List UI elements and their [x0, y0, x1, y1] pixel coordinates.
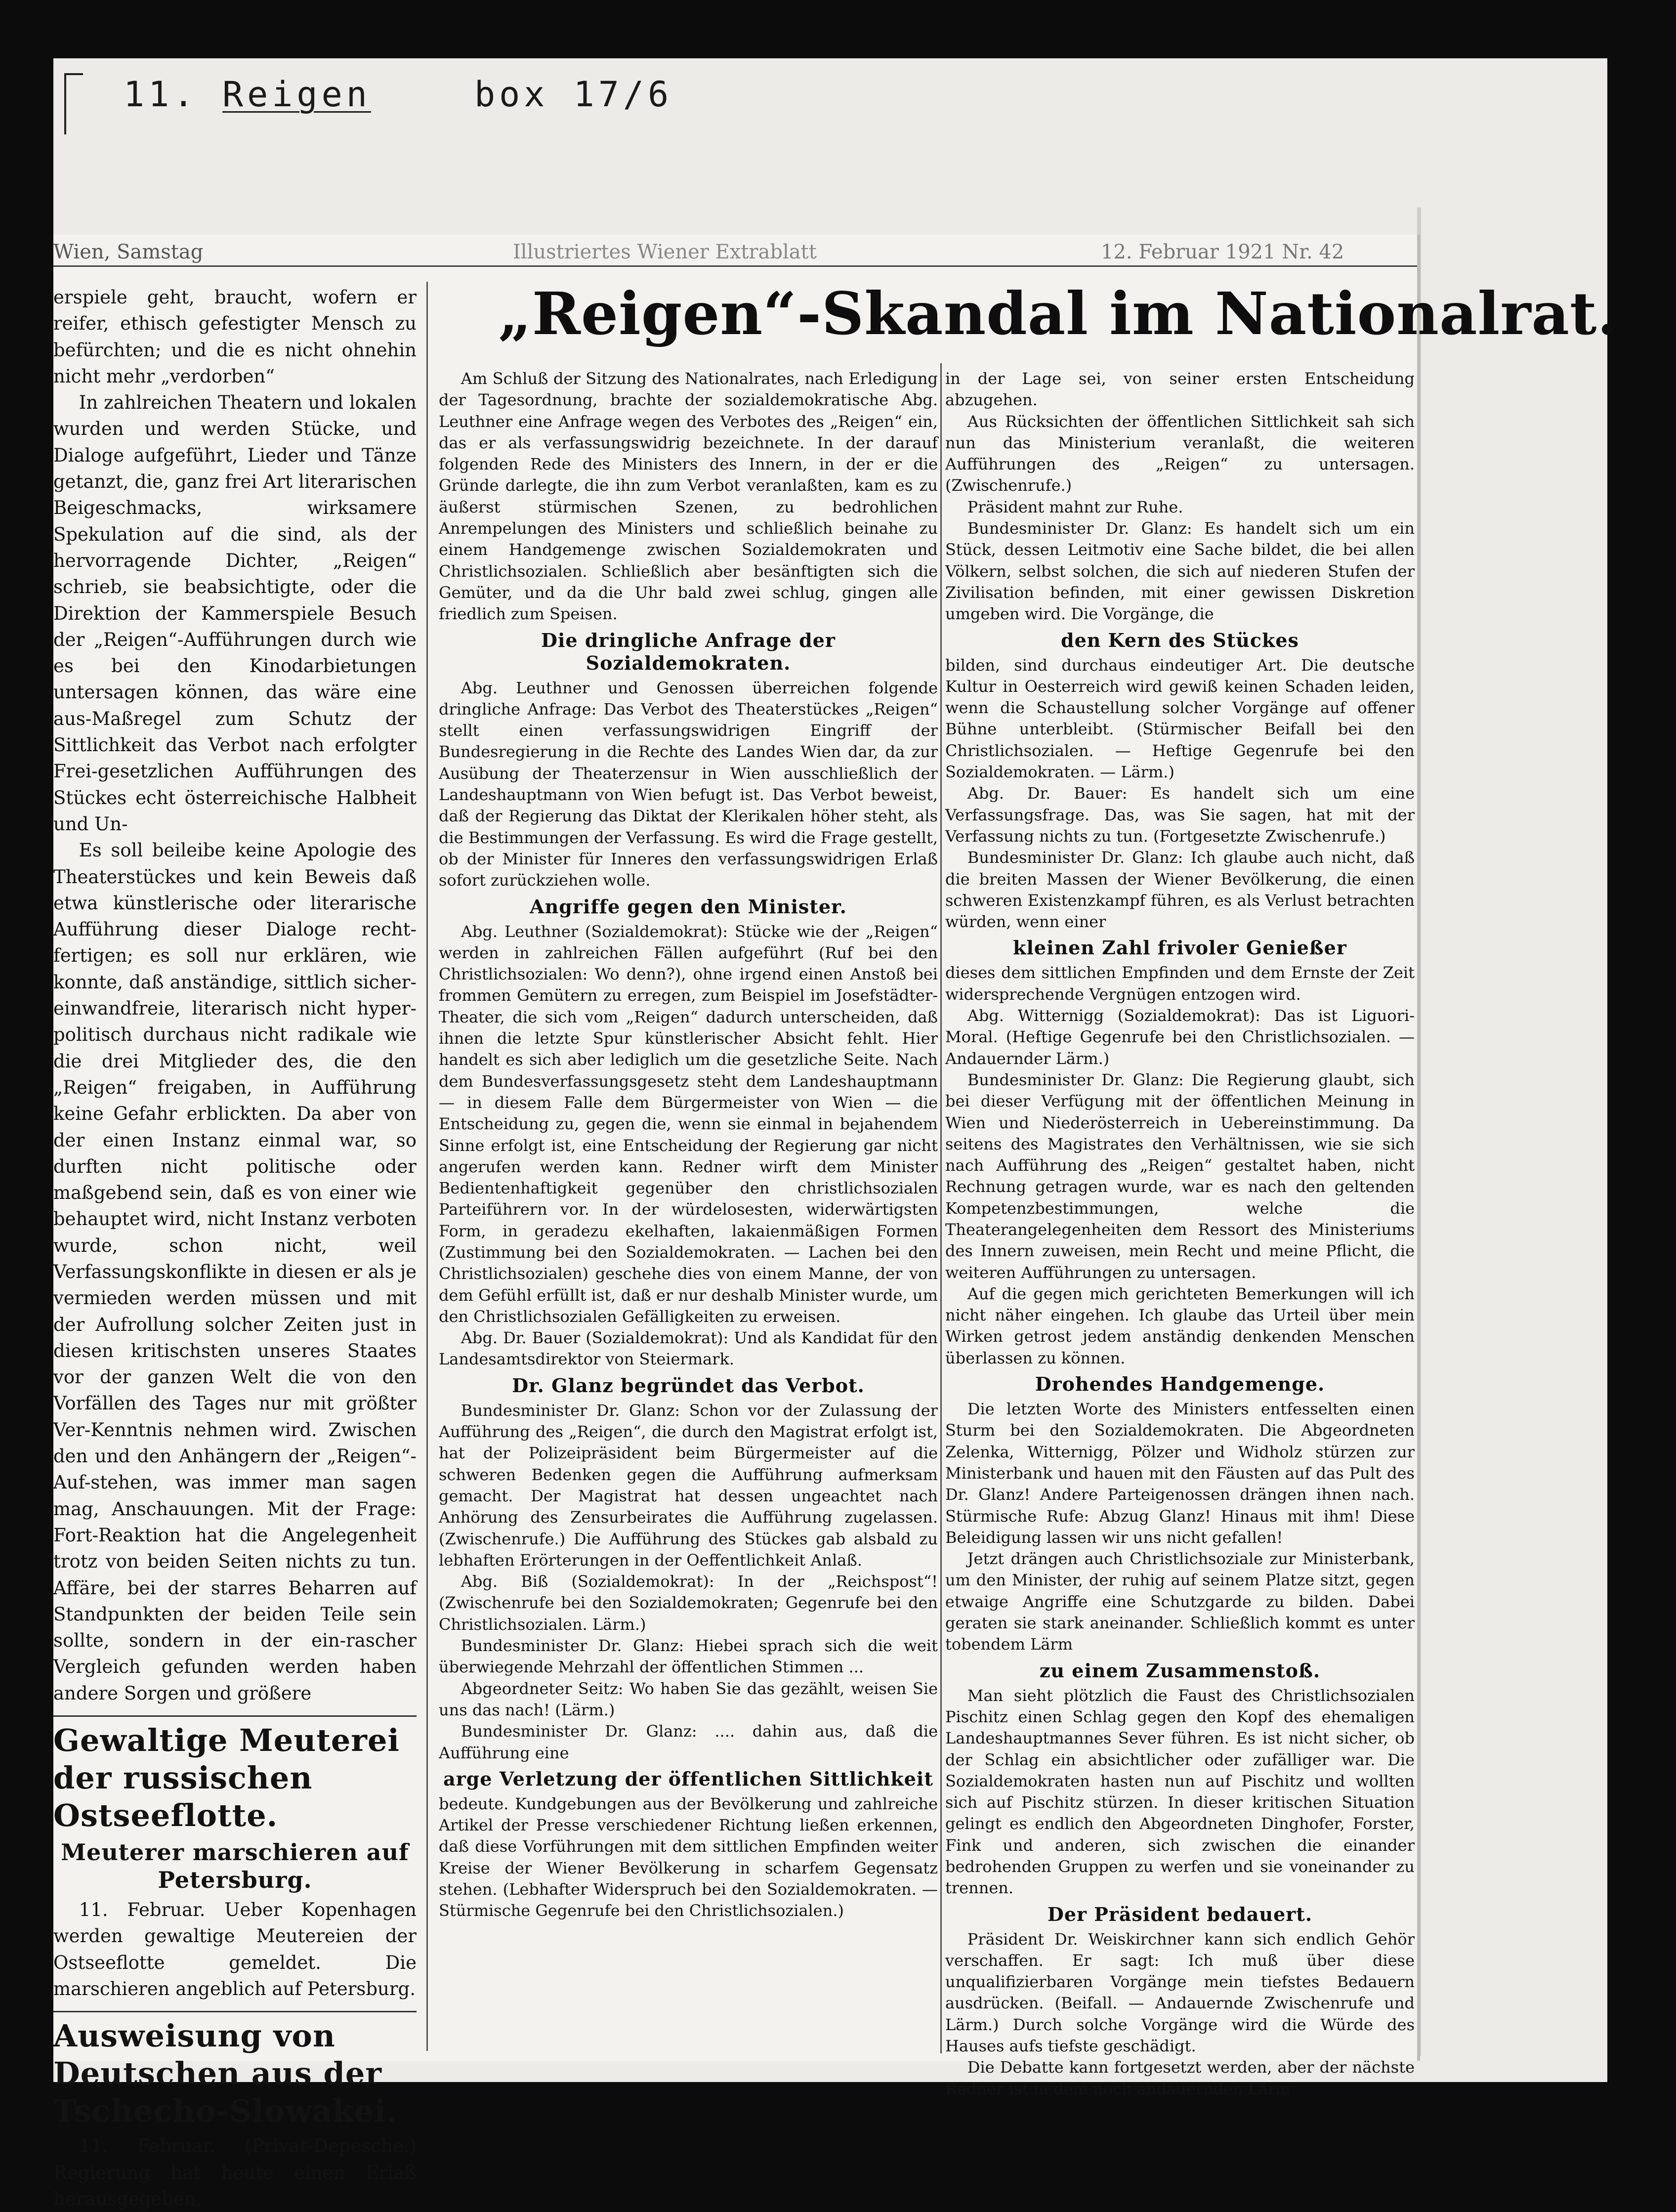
masthead-rule — [53, 265, 1417, 267]
right-paragraph: Bundesminister Dr. Glanz: Es handelt sich um ein Stück, dessen Leitmotiv eine Sache bildet, die bei allen Völkern, selbst solchen, die sich auf niederen Stufen der Zivilisation befinden, mit einer gewissen Diskretion umgeben wird. Die Vorgänge, die — [945, 519, 1415, 624]
mid-paragraph: Abg. Dr. Bauer (Sozialdemokrat): Und als Kandidat für den Landesamtsdirektor von Steiermark. — [439, 1328, 938, 1369]
right-paragraph: Abg. Witternigg (Sozialdemokrat): Das ist Liguori-Moral. (Heftige Gegenrufe bei den Christlichsozialen. — Andauernder Lärm.) — [945, 1006, 1415, 1068]
story3-text: 11. Februar. (Privat-Depesche.) Regierung hat heute einen Erlaß herausgegeben, — [53, 2135, 417, 2210]
right-paragraph: Präsident mahnt zur Ruhe. — [967, 497, 1183, 516]
story3-headline: Ausweisung von Deutschen aus der Tschecho-Slowakei. — [53, 2018, 398, 2129]
masthead-right: 12. Februar 1921 Nr. 42 — [1101, 241, 1344, 263]
mid-paragraph: Bundesminister Dr. Glanz: Hiebei sprach sich die weit überwiegende Mehrzahl der öffentlichen Stimmen ... — [439, 1636, 938, 1677]
right-subhead: Drohendes Handgemenge. — [1035, 1373, 1325, 1396]
story2-subhead: Meuterer marschieren auf Petersburg. — [61, 1839, 409, 1894]
right-column — [945, 368, 1415, 2098]
mid-subhead: arge Verletzung der öffentlichen Sittlichkeit — [443, 1767, 933, 1790]
mid-paragraph: Abgeordneter Seitz: Wo haben Sie das gezählt, weisen Sie uns das nach! (Lärm.) — [439, 1679, 938, 1719]
left-paragraph: Es soll beileibe keine Apologie des Theaterstückes und kein Beweis daß etwa künstlerische oder literarische Aufführung dieser Dialoge recht-fertigen; es soll nur erklären, wie konnte, daß anständige, sittlich sicher-einwandfreie, literarisch nicht hyper-politisch durchaus nicht radikale wie die drei Mitglieder des, die den „Reigen“ freigaben, in Aufführung keine Gefahr erblickten. Da aber von der einen Instanz einmal war, so durften nicht politische oder maßgebend sein, daß es von einer wie behauptet wird, nicht Instanz verboten wurde, schon nicht, weil Verfassungskonflikte in diesen er als je vermieden werden müssen und mit der Aufrollung solcher Zeiten just in diesen kritischsten unseres Staates vor der ganzen Welt die von den Vorfällen des Tages nur mit größter Ver-Kenntnis nehmen wird. Zwischen den und den Anhängern der „Reigen“-Auf-stehen, was immer man sagen mag, Anschauungen. Mit der Frage: Fort-Reaktion hat die Angelegenheit trotz von beiden Seiten nichts zu tun. Affäre, bei der starres Beharren auf Standpunkten der beiden Teile sein sollte, sondern in der ein-rascher Vergleich gefunden werden haben andere Sorgen und größere — [53, 840, 417, 1704]
right-paragraph: bilden, sind durchaus eindeutiger Art. Die deutsche Kultur in Oesterreich wird gewiß keinen Schaden leiden, wenn die Schaustellung solcher Vorgänge auf offener Bühne unterbleibt. (Stürmischer Beifall bei den Christlichsozialen. — Heftige Gegenrufe bei den Sozialdemokraten. — Lärm.) — [945, 655, 1415, 782]
main-headline: „Reigen“-Skandal im Nationalrat. — [498, 279, 1618, 348]
mid-subhead: Angriffe gegen den Minister. — [530, 895, 847, 918]
mid-paragraph: Bundesminister Dr. Glanz: .... dahin aus, daß die Aufführung eine — [439, 1722, 938, 1762]
archive-box: box 17/6 — [474, 74, 673, 115]
archive-number: 11. — [124, 74, 198, 115]
story-separator — [53, 1715, 417, 1717]
right-paragraph: Man sieht plötzlich die Faust des Christlichsozialen Pischitz einen Schlag gegen den Kopf des ehemaligen Landeshauptmannes Sever führen. Es ist nicht sicher, ob der Schlag ein absichtlicher oder zufälliger war. Die Sozialdemokraten hasten nun auf Pischitz und wollten sich auf Pischitz stürzen. In dieser kritischen Situation gelingt es endlich den Abgeordneten Dinghofer, Forster, Fink und anderen, sich zwischen die einander bedrohenden Gruppen zu werfen und sie voneinander zu trennen. — [945, 1686, 1415, 1898]
column-rule-2 — [940, 363, 942, 2053]
masthead — [53, 235, 1417, 264]
right-subhead: kleinen Zahl frivoler Genießer — [1013, 936, 1347, 959]
mid-paragraph: bedeute. Kundgebungen aus der Bevölkerung und zahlreiche Artikel der Presse verschiedener Richtung ließen erkennen, daß diese Vorführungen mit dem sittlichen Empfinden weiter Kreise der Wiener Bevölkerung in scharfem Gegensatz stehen. (Lebhafter Widerspruch bei den Sozialdemokraten. — Stürmische Gegenrufe bei den Christlichsozialen.) — [439, 1794, 938, 1920]
left-paragraph: erspiele geht, braucht, wofern er reifer, ethisch gefestigter Mensch zu befürchten; und die es nicht ohnehin nicht mehr „verdorben“ — [53, 287, 417, 387]
right-paragraph: Die letzten Worte des Ministers entfesselten einen Sturm bei den Sozialdemokraten. Die Abgeordneten Zelenka, Witternigg, Pölzer und Widholz stürzen zur Ministerbank und hauen mit den Fäusten auf das Pult des Dr. Glanz! Andere Parteigenossen drängen ihnen nach. Stürmische Rufe: Abzug Glanz! Hinaus mit ihm! Diese Beleidigung lassen wir uns nicht gefallen! — [945, 1400, 1415, 1547]
mid-paragraph: Abg. Leuthner (Sozialdemokrat): Stücke wie der „Reigen“ werden in zahlreichen Fällen aufgeführt (Ruf bei den Christlichsozialen: Wo denn?), ohne irgend einen Anstoß bei frommen Gemütern zu erregen, zum Beispiel im Josefstädter-Theater, die sich vom „Reigen“ dadurch unterscheiden, daß ihnen die letzte Spur künstlerischer Absicht fehlt. Hier handelt es sich aber lediglich um die gesetzliche Seite. Nach dem Bundesverfassungsgesetz steht dem Landeshauptmann — in diesem Falle dem Bürgermeister von Wien — die Entscheidung zu, gegen die, wenn sie einmal in bejahendem Sinne erfolgt ist, eine Entscheidung der Regierung gar nicht angerufen werden kann. Redner wirft dem Minister Bedientenhaftigkeit gegenüber den christlichsozialen Parteiführern vor. In der würdelosesten, widerwärtigsten Form, in geradezu ekelhaften, lakaienmäßigen Formen (Zustimmung bei den Sozialdemokraten. — Lachen bei den Christlichsozialen) geschehe dies von einem Manne, der von dem Gefühl erfüllt ist, daß er nur deshalb Minister wurde, um den Christlichsozialen Gefälligkeiten zu erweisen. — [439, 922, 938, 1326]
right-paragraph: Aus Rücksichten der öffentlichen Sittlichkeit sah sich nun das Ministerium veranlaßt, die weiteren Aufführungen des „Reigen“ zu untersagen. (Zwischenrufe.) — [945, 412, 1415, 495]
mid-paragraph: Bundesminister Dr. Glanz: Schon vor der Zulassung der Aufführung des „Reigen“, die durch den Magistrat erfolgt ist, hat der Polizeipräsident beim Bürgermeister auf die schweren Bedenken gegen die Aufführung aufmerksam gemacht. Der Magistrat hat dessen ungeachtet nach Anhörung des Zensurbeirates die Aufführung zugelassen. (Zwischenrufe.) Die Aufführung des Stückes gab alsbald zu lebhaften Erörterungen in der Oeffentlichkeit Anlaß. — [439, 1401, 938, 1570]
mid-paragraph: Abg. Biß (Sozialdemokrat): In der „Reichspost“! (Zwischenrufe bei den Sozialdemokraten; Gegenrufe bei den Christlichsozialen. Lärm.) — [439, 1572, 938, 1634]
left-paragraph: In zahlreichen Theatern und lokalen wurden und werden Stücke, und Dialoge aufgeführt, Lieder und Tänze getanzt, die, ganz frei Art literarischen Beigeschmacks, wirksamere Spekulation auf die sind, als der hervorragende Dichter, „Reigen“ schrieb, sie beabsichtigte, oder die Direktion der Kammerspiele Besuch der „Reigen“-Aufführungen durch wie es bei den Kinodarbietungen untersagen können, das wäre eine aus-Maßregel zum Schutz der Sittlichkeit das Verbot nach erfolgter Frei-gesetzlichen Aufführungen des Stückes echt österreichische Halbheit und Un- — [53, 392, 417, 835]
column-rule-1 — [426, 282, 428, 2051]
right-paragraph: Präsident Dr. Weiskirchner kann sich endlich Gehör verschaffen. Er sagt: Ich muß über diese unqualifizierbaren Vorgänge mein tiefstes Bedauern ausdrücken. (Beifall. — Andauernde Zwischenrufe und Lärm.) Durch solche Vorgänge wird die Würde des Hauses aufs tiefste geschädigt. — [945, 1929, 1415, 2056]
right-subhead: den Kern des Stückes — [1061, 629, 1299, 651]
right-paragraph: Abg. Dr. Bauer: Es handelt sich um eine Verfassungsfrage. Das, was Sie sagen, hat mit der Verfassung nichts zu tun. (Fortgesetzte Zwischenrufe.) — [945, 784, 1415, 846]
right-subhead: zu einem Zusammenstoß. — [1039, 1659, 1321, 1682]
right-paragraph: Jetzt drängen auch Christlichsoziale zur Ministerbank, um den Minister, der ruhig auf seinem Platze sitzt, gegen etwaige Angriffe eine Schutzgarde zu bilden. Dabei geraten sie stark aneinander. Schließlich kommt es unter tobendem Lärm — [945, 1549, 1415, 1654]
mid-paragraph: Abg. Leuthner und Genossen überreichen folgende dringliche Anfrage: Das Verbot des Theaterstückes „Reigen“ stellt einen verfassungswidrigen Eingriff der Bundesregierung in die Rechte des Landes Wien dar, da zur Ausübung der Theaterzensur in Wien ausschließlich der Landeshauptmann von Wien befugt ist. Das Verbot beweist, daß der Regierung das Diktat der Klerikalen höher steht, als die Bestimmungen der Verfassung. Es wird die Frage gestellt, ob der Minister für Inneres den verfassungswidrigen Erlaß sofort zurückziehen wolle. — [439, 678, 938, 890]
story2-headline: Gewaltige Meuterei der russischen Ostseeflotte. — [53, 1722, 400, 1834]
story2-text: 11. Februar. Ueber Kopenhagen werden gewaltige Meutereien der Ostseeflotte gemeldet. Die marschieren angeblich auf Petersburg. — [53, 1899, 417, 1999]
mid-subhead: Dr. Glanz begründet das Verbot. — [512, 1374, 865, 1397]
masthead-left: Wien, Samstag — [53, 241, 204, 263]
story-separator — [53, 2011, 417, 2012]
masthead-center: Illustriertes Wiener Extrablatt — [513, 241, 817, 263]
left-column — [53, 284, 417, 2210]
right-paragraph: Bundesminister Dr. Glanz: Ich glaube auch nicht, daß die breiten Massen der Wiener Bevölkerung, die einen schweren Existenzkampf führen, es als Verlust betrachten würden, wenn einer — [945, 848, 1415, 932]
right-paragraph: Bundesminister Dr. Glanz: Die Regierung glaubt, sich bei dieser Verfügung mit der öffentlichen Meinung in Wien und Niederösterreich in Uebereinstimmung. Da seitens des Magistrates den Verhältnissen, wie sie sich nach Aufführung des „Reigen“ gestaltet haben, nicht Rechnung getragen wurde, war es nach den geltenden Kompetenzbestimmungen, welche die Theaterangelegenheiten dem Ressort des Ministeriums des Innern zuweisen, mein Recht und meine Pflicht, die weiteren Aufführungen zu untersagen. — [945, 1070, 1415, 1282]
corner-bracket — [64, 73, 83, 134]
archive-title: Reigen — [222, 74, 371, 115]
right-paragraph: in der Lage sei, von seiner ersten Entscheidung abzugehen. — [945, 369, 1415, 410]
middle-column — [439, 368, 938, 2053]
newspaper-clipping — [53, 235, 1618, 2210]
right-subhead: Der Präsident bedauert. — [1047, 1903, 1313, 1925]
right-paragraph: Die Debatte kann fortgesetzt werden, aber der nächste Redner ist in dem noch andauernden Lärm — [945, 2058, 1415, 2098]
mid-intro: Am Schluß der Sitzung des Nationalrates, nach Erledigung der Tagesordnung, brachte der sozialdemokratische Abg. Leuthner eine Anfrage wegen des Verbotes des „Reigen“ ein, das er als verfassungswidrig bezeichnete. In der darauf folgenden Rede des Ministers des Innern, in der er die Gründe darlegte, die ihn zum Verbot veranlaßten, kam es zu äußerst stürmischen Szenen, zu bedrohlichen Anrempelungen des Ministers und schließlich beinahe zu einem Handgemenge zwischen Sozialdemokraten und Christlichsozialen. Schließlich aber besänftigten sich die Gemüter, und da die Uhr bald zwei schlug, gingen alle friedlich zum Speisen. — [439, 369, 938, 624]
right-paragraph: dieses dem sittlichen Empfinden und dem Ernste der Zeit widersprechende Vergnügen entzogen wird. — [945, 963, 1415, 1004]
right-paragraph: Auf die gegen mich gerichteten Bemerkungen will ich nicht näher eingehen. Ich glaube das Urteil über mein Wirken getrost jedem anständig denkenden Menschen überlassen zu können. — [945, 1284, 1415, 1367]
mid-subhead: Die dringliche Anfrage der Sozialdemokraten. — [541, 629, 836, 674]
